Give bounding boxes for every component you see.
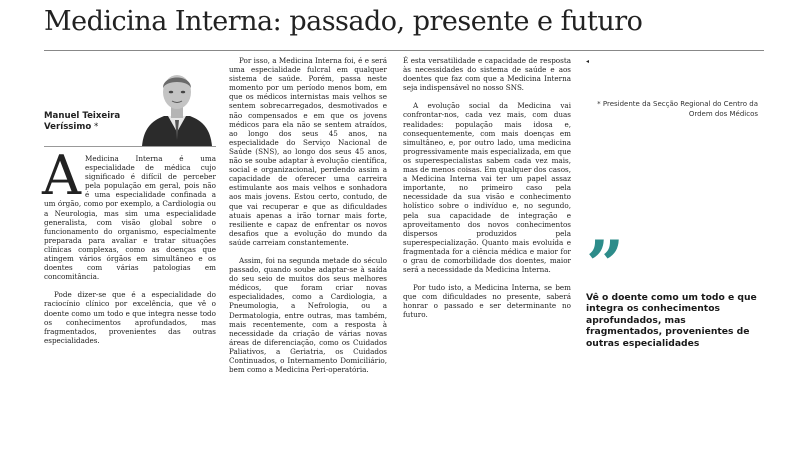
column-2 (229, 56, 387, 374)
paragraph: Por isso, a Medicina Interna foi, é e será uma especialidade fulcral em qualquer sistema de saúde. Porém, passa neste momento por um período menos bom, em que os médicos internistas mais velhos se sentem sobrecarregados, desmotivados e não compensados e em que os jovens médicos para ela não se sentem atraídos, ao longo dos seus 45 anos, na especialidade do Serviço Nacional de Saúde (SNS), ao longo dos seus 45 anos, não se soube adaptar à evolução científica, social e organizacional, perdendo assim a capacidade de oferecer uma carreira estimulante aos mais velhos e sonhadora aos mais jovens. Estou certo, contudo, de que vai recuperar e que as dificuldades atuais apenas a irão tornar mais forte, resiliente e capaz de enfrentar os novos desafios que a evolução do mundo da saúde carreiam constantemente. (229, 56, 387, 247)
column-1 (42, 144, 216, 345)
paragraph: Por tudo isto, a Medicina Interna, se bem que com dificuldades no presente, saberá honrar o passado e ser determinante no futuro. (403, 283, 571, 320)
paragraph: Assim, foi na segunda metade do século passado, quando soube adaptar-se à saída do seu seio de muitos dos seus melhores médicos, que foram criar novas especialidades, como a Cardiologia, a Pneumologia, a Nefrologia, ou a Dermatologia, entre outras, mas também, mais recentemente, com a resposta à necessidade da criação de várias novas áreas de diferenciação, como os Cuidados Paliativos, a Geriatria, os Cuidados Continuados, o Internamento Domiciliário, bem como a Medicina Peri-operatória. (229, 255, 387, 375)
quote-icon: ” (586, 226, 616, 304)
author-portrait-icon (138, 62, 216, 146)
paragraph: É esta versatilidade e capacidade de resposta às necessidades do sistema de saúde e aos doentes que faz com que a Medicina Interna seja indispensável no nosso SNS. (403, 56, 571, 93)
drop-cap: A (42, 144, 81, 207)
article-title: Medicina Interna: passado, presente e futuro (44, 6, 643, 37)
paragraph (586, 56, 758, 66)
pull-quote: Vê o doente como um todo e que integra os conhecimentos aprofundados, mas fragmentados, provenientes de outras especialidades (586, 292, 757, 349)
paragraph (42, 144, 216, 282)
author-photo (138, 62, 216, 146)
column-4 (586, 56, 758, 66)
author-name: Manuel Teixeira Veríssimo (44, 111, 121, 132)
paragraph: Pode dizer-se que é a especialidade do raciocínio clínico por excelência, que vê o doente como um todo e que integra nesse todo os conhecimentos aprofundados, mas fragmentados, provenientes das outras especialidades. (44, 290, 216, 345)
paragraph-text: Medicina Interna é uma especialidade de médica cujo significado é difícil de perceber pela população em geral, pois não é uma especialidade confinada a um órgão, como por exemplo, a Cardiologia ou a Neurologia, mas sim uma especialidade generalista, com visão global sobre o funcionamento do organismo, especialmente preparada para avaliar e tratar situações clínicas complexas, como as doenças que atingem vários órgãos em simultâneo e os doentes com várias patologias em concomitância. (44, 154, 216, 282)
title-divider (44, 50, 764, 51)
author-footnote: * Presidente da Secção Regional do Centro da Ordem dos Médicos (597, 100, 758, 118)
paragraph: A evolução social da Medicina vai confrontar-nos, cada vez mais, com duas realidades: população mais idosa e, consequentemente, com mais doenças em simultâneo, e, por outro lado, uma medicina progressivamente mais especializada, em que os superespecialistas sabem cada vez mais, mas de menos coisas. Em qualquer dos casos, a Medicina Interna vai ter um papel assaz importante, no primeiro caso pela necessidade da sua visão e conhecimento holístico sobre o indivíduo e, no segundo, pela sua capacidade de integração e aproveitamento dos novos conhecimentos dispersos produzidos pela superespecialização. Quanto mais evoluída e fragmentada for a ciência médica e maior for o grau de comorbilidade dos doentes, maior será a necessidade da Medicina Interna. (403, 101, 571, 275)
author-footnote-marker: * (91, 122, 99, 132)
end-mark: ◂ (586, 58, 590, 65)
author-byline (44, 111, 144, 133)
column-3 (403, 56, 571, 320)
